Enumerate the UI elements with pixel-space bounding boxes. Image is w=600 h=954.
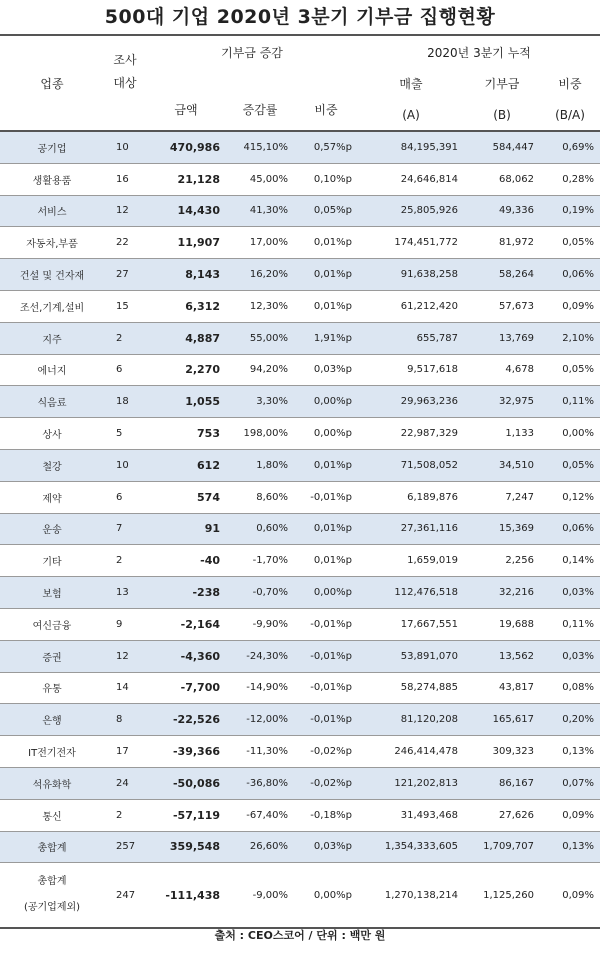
header-donation-line2: (B) — [493, 107, 511, 122]
cell-count: 7 — [104, 513, 146, 545]
cell-rate: 12,30% — [226, 290, 294, 322]
cell-industry: 서비스 — [0, 195, 104, 227]
cell-sales: 27,361,116 — [358, 513, 464, 545]
header-group-change: 기부금 증감 — [221, 45, 283, 60]
header-ratio-line1: 비중 — [558, 77, 582, 91]
cell-industry: 통신 — [0, 799, 104, 831]
cell-count: 18 — [104, 386, 146, 418]
cell-share: 0,00%p — [294, 863, 358, 929]
cell-industry: 자동차,부품 — [0, 227, 104, 259]
table-row — [0, 290, 600, 322]
cell-rate: 41,30% — [226, 195, 294, 227]
cell-rate: 0,60% — [226, 513, 294, 545]
cell-share: 0,00%p — [294, 577, 358, 609]
cell-industry — [0, 863, 104, 929]
cell-donation: 165,617 — [464, 704, 540, 736]
cell-ratio: 0,09% — [540, 799, 600, 831]
table-row — [0, 545, 600, 577]
cell-sales: 58,274,885 — [358, 672, 464, 704]
cell-ratio: 2,10% — [540, 322, 600, 354]
cell-ratio: 0,00% — [540, 418, 600, 450]
cell-count: 12 — [104, 640, 146, 672]
cell-ratio: 0,69% — [540, 131, 600, 163]
cell-industry: 건설 및 건자재 — [0, 259, 104, 291]
cell-donation: 584,447 — [464, 131, 540, 163]
header-group-cumulative: 2020년 3분기 누적 — [427, 45, 531, 60]
cell-amount: 8,143 — [146, 259, 226, 291]
cell-ratio: 0,14% — [540, 545, 600, 577]
cell-donation: 86,167 — [464, 767, 540, 799]
cell-rate: -24,30% — [226, 640, 294, 672]
cell-amount: 612 — [146, 449, 226, 481]
cell-industry: 상사 — [0, 418, 104, 450]
cell-share: 0,01%p — [294, 449, 358, 481]
cell-sales: 24,646,814 — [358, 163, 464, 195]
table-row-total — [0, 831, 600, 863]
cell-count: 27 — [104, 259, 146, 291]
cell-rate: 198,00% — [226, 418, 294, 450]
header-donation-line1: 기부금 — [484, 77, 520, 91]
cell-rate: -0,70% — [226, 577, 294, 609]
table-row — [0, 672, 600, 704]
table-body — [0, 131, 600, 928]
cell-sales: 61,212,420 — [358, 290, 464, 322]
cell-ratio: 0,05% — [540, 354, 600, 386]
cell-share: -0,02%p — [294, 767, 358, 799]
cell-donation: 57,673 — [464, 290, 540, 322]
cell-donation: 1,709,707 — [464, 831, 540, 863]
cell-sales: 17,667,551 — [358, 608, 464, 640]
cell-donation: 49,336 — [464, 195, 540, 227]
cell-industry: 지주 — [0, 322, 104, 354]
cell-ratio: 0,12% — [540, 481, 600, 513]
cell-count: 22 — [104, 227, 146, 259]
cell-amount: 470,986 — [146, 131, 226, 163]
cell-industry: 여신금융 — [0, 608, 104, 640]
cell-donation: 1,133 — [464, 418, 540, 450]
cell-sales: 84,195,391 — [358, 131, 464, 163]
cell-amount: 21,128 — [146, 163, 226, 195]
cell-amount: -50,086 — [146, 767, 226, 799]
cell-industry: 은행 — [0, 704, 104, 736]
cell-share: 0,10%p — [294, 163, 358, 195]
cell-count: 6 — [104, 481, 146, 513]
table-header — [0, 35, 600, 131]
cell-donation: 32,216 — [464, 577, 540, 609]
cell-rate: 16,20% — [226, 259, 294, 291]
cell-share: 0,00%p — [294, 418, 358, 450]
header-rate: 증감률 — [226, 68, 294, 131]
cell-industry: 조선,기계,설비 — [0, 290, 104, 322]
cell-count: 6 — [104, 354, 146, 386]
cell-share: 1,91%p — [294, 322, 358, 354]
cell-donation: 68,062 — [464, 163, 540, 195]
table-row — [0, 227, 600, 259]
cell-donation: 34,510 — [464, 449, 540, 481]
cell-amount: 1,055 — [146, 386, 226, 418]
cell-rate: 55,00% — [226, 322, 294, 354]
cell-sales: 6,189,876 — [358, 481, 464, 513]
header-industry: 업종 — [0, 35, 104, 131]
cell-amount: -39,366 — [146, 736, 226, 768]
cell-rate: 415,10% — [226, 131, 294, 163]
cell-sales: 1,270,138,214 — [358, 863, 464, 929]
cell-industry: 총합계 — [0, 831, 104, 863]
cell-count: 2 — [104, 545, 146, 577]
cell-rate: -9,00% — [226, 863, 294, 929]
cell-ratio: 0,11% — [540, 608, 600, 640]
cell-ratio: 0,06% — [540, 259, 600, 291]
cell-ratio: 0,05% — [540, 449, 600, 481]
header-count-line2: 대상 — [104, 68, 146, 131]
cell-count: 14 — [104, 672, 146, 704]
cell-amount: 2,270 — [146, 354, 226, 386]
cell-share: -0,01%p — [294, 608, 358, 640]
cell-industry: 에너지 — [0, 354, 104, 386]
cell-sales: 112,476,518 — [358, 577, 464, 609]
table-row — [0, 163, 600, 195]
header-ratio-line2: (B/A) — [555, 107, 585, 122]
cell-amount: -22,526 — [146, 704, 226, 736]
cell-ratio: 0,09% — [540, 290, 600, 322]
table-row — [0, 513, 600, 545]
cell-rate: -9,90% — [226, 608, 294, 640]
cell-count: 5 — [104, 418, 146, 450]
cell-count: 247 — [104, 863, 146, 929]
cell-ratio: 0,03% — [540, 577, 600, 609]
cell-rate: 26,60% — [226, 831, 294, 863]
cell-sales: 1,354,333,605 — [358, 831, 464, 863]
cell-rate: 94,20% — [226, 354, 294, 386]
cell-sales: 655,787 — [358, 322, 464, 354]
cell-share: 0,01%p — [294, 513, 358, 545]
cell-rate: -36,80% — [226, 767, 294, 799]
cell-donation: 43,817 — [464, 672, 540, 704]
cell-share: -0,18%p — [294, 799, 358, 831]
cell-rate: -12,00% — [226, 704, 294, 736]
cell-ratio: 0,28% — [540, 163, 600, 195]
cell-count: 24 — [104, 767, 146, 799]
table-row — [0, 449, 600, 481]
table-row — [0, 195, 600, 227]
cell-industry: IT전기전자 — [0, 736, 104, 768]
cell-sales: 25,805,926 — [358, 195, 464, 227]
cell-sales: 81,120,208 — [358, 704, 464, 736]
cell-sales: 246,414,478 — [358, 736, 464, 768]
cell-industry: 식음료 — [0, 386, 104, 418]
donation-table — [0, 34, 600, 929]
table-row — [0, 640, 600, 672]
cell-donation: 27,626 — [464, 799, 540, 831]
cell-share: 0,01%p — [294, 545, 358, 577]
cell-rate: 17,00% — [226, 227, 294, 259]
cell-industry: 유통 — [0, 672, 104, 704]
cell-ratio: 0,07% — [540, 767, 600, 799]
cell-ratio: 0,09% — [540, 863, 600, 929]
cell-count: 8 — [104, 704, 146, 736]
page-title: 500대 기업 2020년 3분기 기부금 집행현황 — [104, 6, 496, 28]
cell-rate: -67,40% — [226, 799, 294, 831]
table-row — [0, 131, 600, 163]
cell-share: 0,01%p — [294, 290, 358, 322]
cell-ratio: 0,20% — [540, 704, 600, 736]
cell-donation: 13,562 — [464, 640, 540, 672]
cell-industry: 석유화학 — [0, 767, 104, 799]
cell-share: 0,01%p — [294, 259, 358, 291]
table-row — [0, 418, 600, 450]
cell-share: 0,01%p — [294, 227, 358, 259]
cell-donation: 2,256 — [464, 545, 540, 577]
header-share-change: 비중 — [294, 68, 358, 131]
cell-sales: 174,451,772 — [358, 227, 464, 259]
cell-count: 15 — [104, 290, 146, 322]
cell-sales: 22,987,329 — [358, 418, 464, 450]
cell-industry: 공기업 — [0, 131, 104, 163]
cell-ratio: 0,11% — [540, 386, 600, 418]
cell-ratio: 0,08% — [540, 672, 600, 704]
cell-amount: 14,430 — [146, 195, 226, 227]
cell-donation: 19,688 — [464, 608, 540, 640]
header-count-line1: 조사 — [113, 53, 137, 67]
cell-sales: 29,963,236 — [358, 386, 464, 418]
table-row — [0, 259, 600, 291]
cell-amount: 574 — [146, 481, 226, 513]
cell-rate: -11,30% — [226, 736, 294, 768]
cell-donation: 309,323 — [464, 736, 540, 768]
cell-sales: 9,517,618 — [358, 354, 464, 386]
table-row — [0, 704, 600, 736]
total-excl-label-line2: (공기업제외) — [23, 902, 81, 914]
header-sales-line2: (A) — [402, 107, 420, 122]
cell-share: 0,00%p — [294, 386, 358, 418]
table-row — [0, 386, 600, 418]
cell-rate: 45,00% — [226, 163, 294, 195]
table-row — [0, 322, 600, 354]
cell-amount: 11,907 — [146, 227, 226, 259]
cell-rate: 8,60% — [226, 481, 294, 513]
cell-sales: 31,493,468 — [358, 799, 464, 831]
cell-amount: 91 — [146, 513, 226, 545]
cell-ratio: 0,13% — [540, 736, 600, 768]
cell-count: 10 — [104, 131, 146, 163]
cell-donation: 4,678 — [464, 354, 540, 386]
cell-sales: 71,508,052 — [358, 449, 464, 481]
cell-industry: 증권 — [0, 640, 104, 672]
cell-industry: 기타 — [0, 545, 104, 577]
cell-share: -0,01%p — [294, 481, 358, 513]
cell-amount: 359,548 — [146, 831, 226, 863]
cell-ratio: 0,13% — [540, 831, 600, 863]
table-row — [0, 767, 600, 799]
cell-ratio: 0,19% — [540, 195, 600, 227]
cell-rate: 1,80% — [226, 449, 294, 481]
cell-rate: 3,30% — [226, 386, 294, 418]
cell-donation: 13,769 — [464, 322, 540, 354]
header-amount: 금액 — [146, 68, 226, 131]
cell-donation: 7,247 — [464, 481, 540, 513]
cell-amount: -4,360 — [146, 640, 226, 672]
cell-industry: 제약 — [0, 481, 104, 513]
cell-share: 0,03%p — [294, 354, 358, 386]
cell-count: 257 — [104, 831, 146, 863]
cell-count: 16 — [104, 163, 146, 195]
cell-share: 0,05%p — [294, 195, 358, 227]
cell-ratio: 0,06% — [540, 513, 600, 545]
cell-count: 10 — [104, 449, 146, 481]
table-row-total-excluding-public — [0, 863, 600, 929]
table-row — [0, 354, 600, 386]
cell-industry: 생활용품 — [0, 163, 104, 195]
cell-amount: -57,119 — [146, 799, 226, 831]
cell-amount: -40 — [146, 545, 226, 577]
cell-share: 0,03%p — [294, 831, 358, 863]
cell-industry: 보험 — [0, 577, 104, 609]
cell-industry: 철강 — [0, 449, 104, 481]
cell-industry: 운송 — [0, 513, 104, 545]
cell-count: 2 — [104, 799, 146, 831]
cell-share: -0,02%p — [294, 736, 358, 768]
cell-count: 12 — [104, 195, 146, 227]
cell-donation: 32,975 — [464, 386, 540, 418]
cell-share: -0,01%p — [294, 640, 358, 672]
table-row — [0, 608, 600, 640]
cell-amount: 4,887 — [146, 322, 226, 354]
cell-share: -0,01%p — [294, 704, 358, 736]
cell-sales: 1,659,019 — [358, 545, 464, 577]
cell-rate: -14,90% — [226, 672, 294, 704]
cell-donation: 58,264 — [464, 259, 540, 291]
cell-count: 13 — [104, 577, 146, 609]
cell-amount: -238 — [146, 577, 226, 609]
cell-sales: 121,202,813 — [358, 767, 464, 799]
table-row — [0, 799, 600, 831]
header-sales-line1: 매출 — [399, 77, 423, 91]
cell-sales: 53,891,070 — [358, 640, 464, 672]
table-row — [0, 577, 600, 609]
cell-count: 9 — [104, 608, 146, 640]
cell-ratio: 0,03% — [540, 640, 600, 672]
cell-donation: 81,972 — [464, 227, 540, 259]
cell-amount: -2,164 — [146, 608, 226, 640]
cell-amount: -7,700 — [146, 672, 226, 704]
cell-ratio: 0,05% — [540, 227, 600, 259]
cell-amount: -111,438 — [146, 863, 226, 929]
table-row — [0, 736, 600, 768]
cell-donation: 1,125,260 — [464, 863, 540, 929]
total-excl-label-line1: 총합계 — [37, 876, 67, 888]
table-row — [0, 481, 600, 513]
cell-rate: -1,70% — [226, 545, 294, 577]
cell-share: -0,01%p — [294, 672, 358, 704]
cell-sales: 91,638,258 — [358, 259, 464, 291]
source-note: 출처 : CEO스코어 / 단위 : 백만 원 — [214, 929, 386, 942]
cell-donation: 15,369 — [464, 513, 540, 545]
cell-count: 17 — [104, 736, 146, 768]
cell-amount: 753 — [146, 418, 226, 450]
cell-amount: 6,312 — [146, 290, 226, 322]
cell-count: 2 — [104, 322, 146, 354]
cell-share: 0,57%p — [294, 131, 358, 163]
